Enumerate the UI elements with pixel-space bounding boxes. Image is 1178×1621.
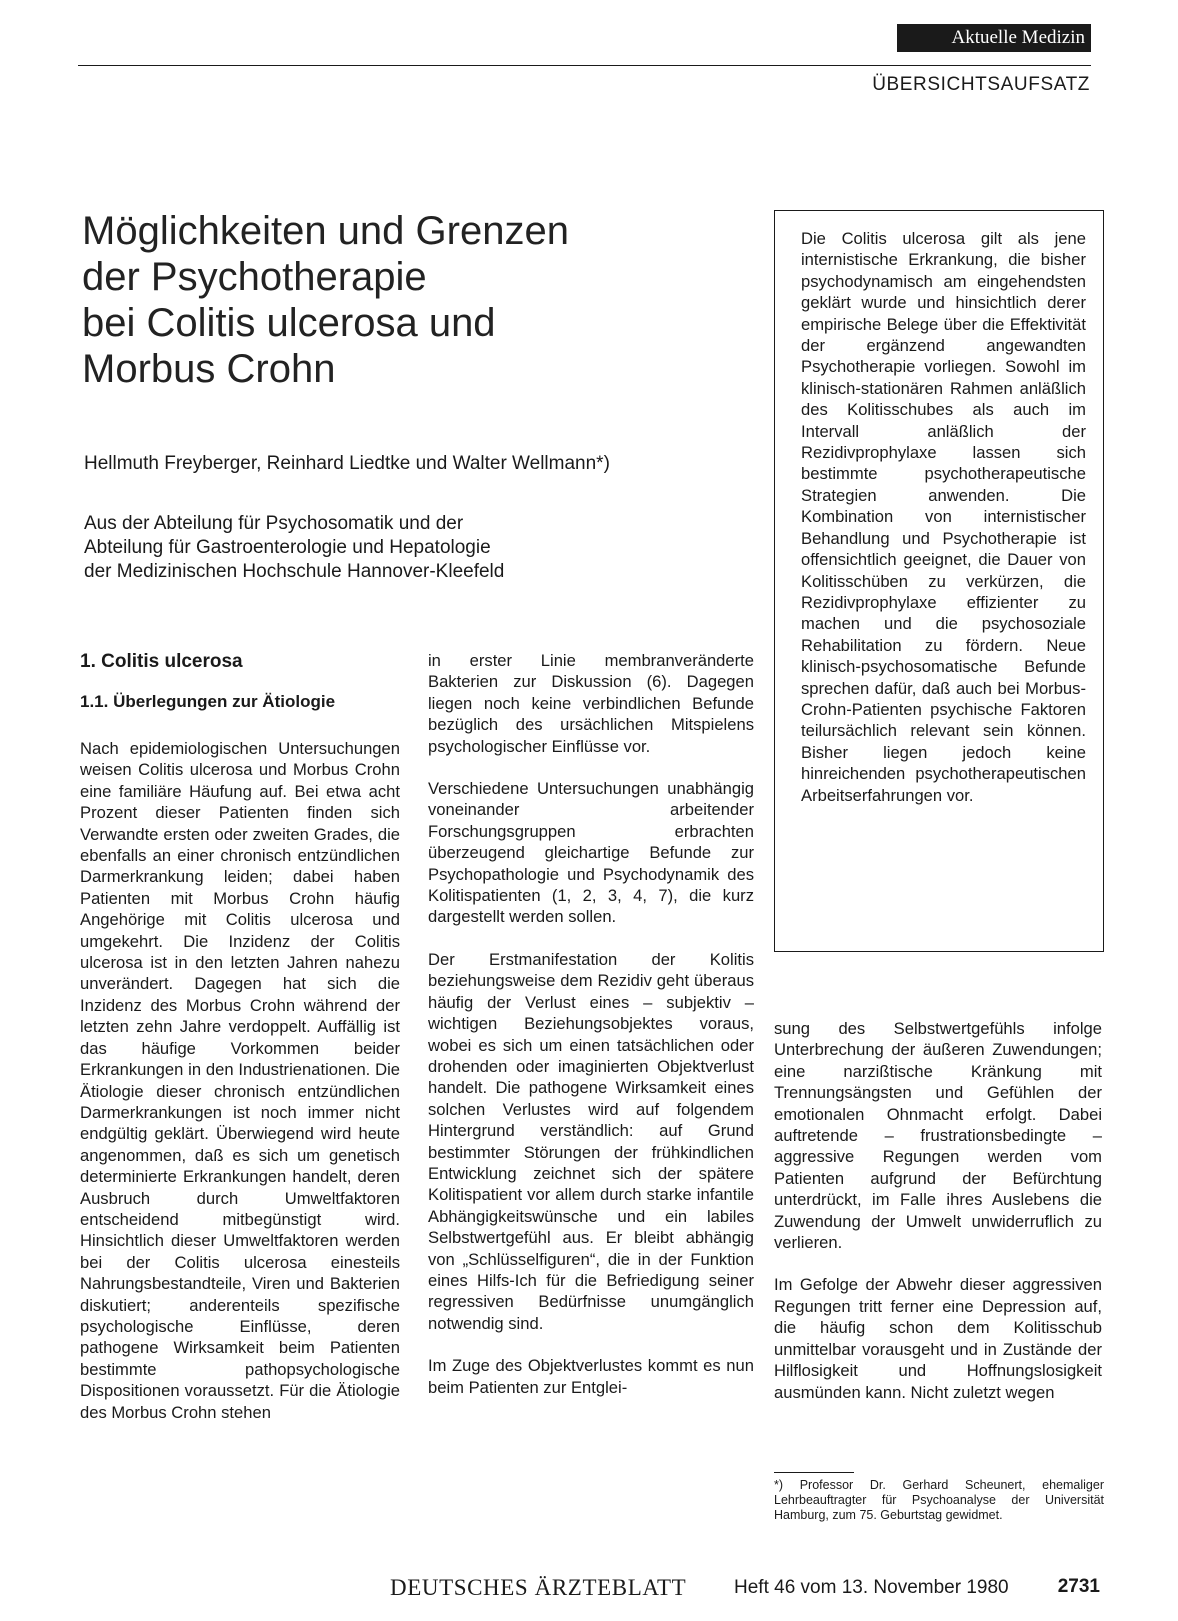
title-line: der Psychotherapie — [82, 255, 427, 299]
title-line: Möglichkeiten und Grenzen — [82, 209, 569, 253]
paragraph: Nach epidemiologischen Untersuchungen weisen Colitis ulcerosa und Morbus Crohn eine familiäre Häufung auf. Bei etwa acht Prozent dieser Patienten finden sich Verwandte ersten oder zweiten Grades, die ebenfalls an einer chronisch entzündlichen Darmerkrankung leiden; dabei haben Patienten mit Morbus Crohn häufig Angehörige mit Colitis ulcerosa und umgekehrt. Die Inzidenz der Colitis ulcerosa ist in den letzten Jahren nahezu unverändert. Dagegen hat sich die Inzidenz des Morbus Crohn während der letzten zehn Jahre verdoppelt. Auffällig ist das häufige Vorkommen beider Erkrankungen in den Industrienationen. Die Ätiologie dieser chronisch entzündlichen Darmerkrankungen ist noch immer nicht endgültig geklärt. Überwiegend wird heute angenommen, daß es sich um genetisch determinierte Erkrankungen handelt, deren Ausbruch durch Umweltfaktoren entscheidend mitbegünstigt wird. Hinsichtlich dieser Umweltfaktoren werden bei der Colitis ulcerosa einesteils Nahrungsbestandteile, Viren und Bakterien diskutiert; anderenteils spezifische psychologische Einflüsse, deren pathogene Wirksamkeit beim Patienten bestimmte pathopsychologische Dispositionen voraussetzt. Für die Ätiologie des Morbus Crohn stehen — [80, 739, 400, 1422]
abstract — [801, 228, 1086, 806]
footnote: *) Professor Dr. Gerhard Scheunert, ehemaliger Lehrbeauftragter für Psychoanalyse der Universität Hamburg, zum 75. Geburtstag gewidmet. — [774, 1478, 1104, 1523]
paragraph: sung des Selbstwertgefühls infolge Unterbrechung der äußeren Zuwendungen; eine narzißtische Kränkung mit Trennungsängsten und Gefühlen der emotionalen Ohnmacht erfolgt. Dabei auftretende – frustrationsbedingte – aggressive Regungen werden vom Patienten aufgrund der Befürchtung unterdrückt, im Falle ihres Auslebens die Zuwendung der Umwelt unwiderruflich zu verlieren. — [774, 1019, 1102, 1253]
paragraph: in erster Linie membranveränderte Bakterien zur Diskussion (6). Dagegen liegen noch keine verbindlichen Befunde bezüglich des ursächlichen Mitspielens psychologischer Einflüsse vor. — [428, 651, 754, 756]
section-badge: Aktuelle Medizin — [897, 24, 1091, 52]
text-column-2 — [428, 650, 754, 1398]
affiliation-line: der Medizinischen Hochschule Hannover-Kleefeld — [84, 561, 505, 582]
footnote-rule — [774, 1472, 854, 1473]
paragraph: Im Gefolge der Abwehr dieser aggressiven Regungen tritt ferner eine Depression auf, die häufig schon dem Kolitisschub unmittelbar vorausgeht und in Zustände der Hilflosigkeit und Hoffnungslosigkeit ausmünden kann. Nicht zuletzt wegen — [774, 1275, 1102, 1402]
affiliation-line: Abteilung für Gastroenterologie und Hepatologie — [84, 537, 491, 558]
journal-name: DEUTSCHES ÄRZTEBLATT — [390, 1575, 687, 1600]
page-number: 2731 — [1057, 1576, 1100, 1597]
page-footer — [390, 1575, 1100, 1605]
issue-info: Heft 46 vom 13. November 1980 — [734, 1577, 1009, 1598]
paragraph: Verschiedene Untersuchungen unabhängig voneinander arbeitender Forschungsgruppen erbrachten überzeugend gleichartige Befunde zur Psychopathologie und Psychodynamik des Kolitispatienten (1, 2, 3, 4, 7), die kurz dargestellt werden sollen. — [428, 779, 754, 927]
affiliation — [84, 512, 504, 584]
title-line: bei Colitis ulcerosa und — [82, 301, 496, 345]
affiliation-line: Aus der Abteilung für Psychosomatik und der — [84, 513, 464, 534]
text-column-3 — [774, 1018, 1102, 1403]
authors: Hellmuth Freyberger, Reinhard Liedtke und Walter Wellmann*) — [84, 453, 610, 474]
subsection-heading: 1.1. Überlegungen zur Ätiologie — [80, 692, 336, 711]
section-heading: 1. Colitis ulcerosa — [80, 651, 243, 672]
article-type-label: ÜBERSICHTSAUFSATZ — [872, 74, 1090, 95]
header-rule — [78, 65, 1091, 66]
paragraph: Der Erstmanifestation der Kolitis beziehungsweise dem Rezidiv geht überaus häufig der Verlust eines – subjektiv – wichtigen Beziehungsobjektes voraus, wobei es sich um einen tatsächlichen oder drohenden oder imaginierten Objektverlust handelt. Die pathogene Wirksamkeit eines solchen Verlustes wird auf folgendem Hintergrund verständlich: auf Grund bestimmter Störungen der frühkindlichen Entwicklung zeichnet sich der spätere Kolitispatient vor allem durch starke infantile Abhängigkeitswünsche und ein labiles Selbstwertgefühl aus. Er bleibt abhängig von „Schlüsselfiguren“, die in der Funktion eines Hilfs-Ich für die Befriedigung seiner regressiven Bedürfnisse unumgänglich notwendig sind. — [428, 949, 754, 1333]
text-column-1 — [80, 650, 400, 1423]
article-title — [82, 208, 722, 392]
title-line: Morbus Crohn — [82, 347, 336, 391]
abstract-text: Die Colitis ulcerosa gilt als jene internistische Erkrankung, die bisher psychodynamisch am eingehendsten geklärt wurde und hinsichtlich derer empirische Belege über die Effektivität der ergänzend angewandten Psychotherapie vorliegen. Sowohl im klinisch-stationären Rahmen anläßlich des Kolitisschubes als auch im Intervall anläßlich der Rezidivprophylaxe lassen sich bestimmte psychotherapeutische Strategien anwenden. Die Kombination von internistischer Behandlung und Psychotherapie ist offensichtlich geeignet, die Dauer von Kolitisschüben zu verkürzen, die Rezidivprophylaxe effizienter zu machen und die psychosoziale Rehabilitation zu fördern. Neue klinisch-psychosomatische Befunde sprechen dafür, daß auch bei Morbus-Crohn-Patienten psychische Faktoren teilursächlich relevant sein können. Bisher liegen jedoch keine hinreichenden psychotherapeutischen Arbeitserfahrungen vor. — [801, 229, 1086, 805]
paragraph: Im Zuge des Objektverlustes kommt es nun beim Patienten zur Entglei- — [428, 1356, 754, 1397]
